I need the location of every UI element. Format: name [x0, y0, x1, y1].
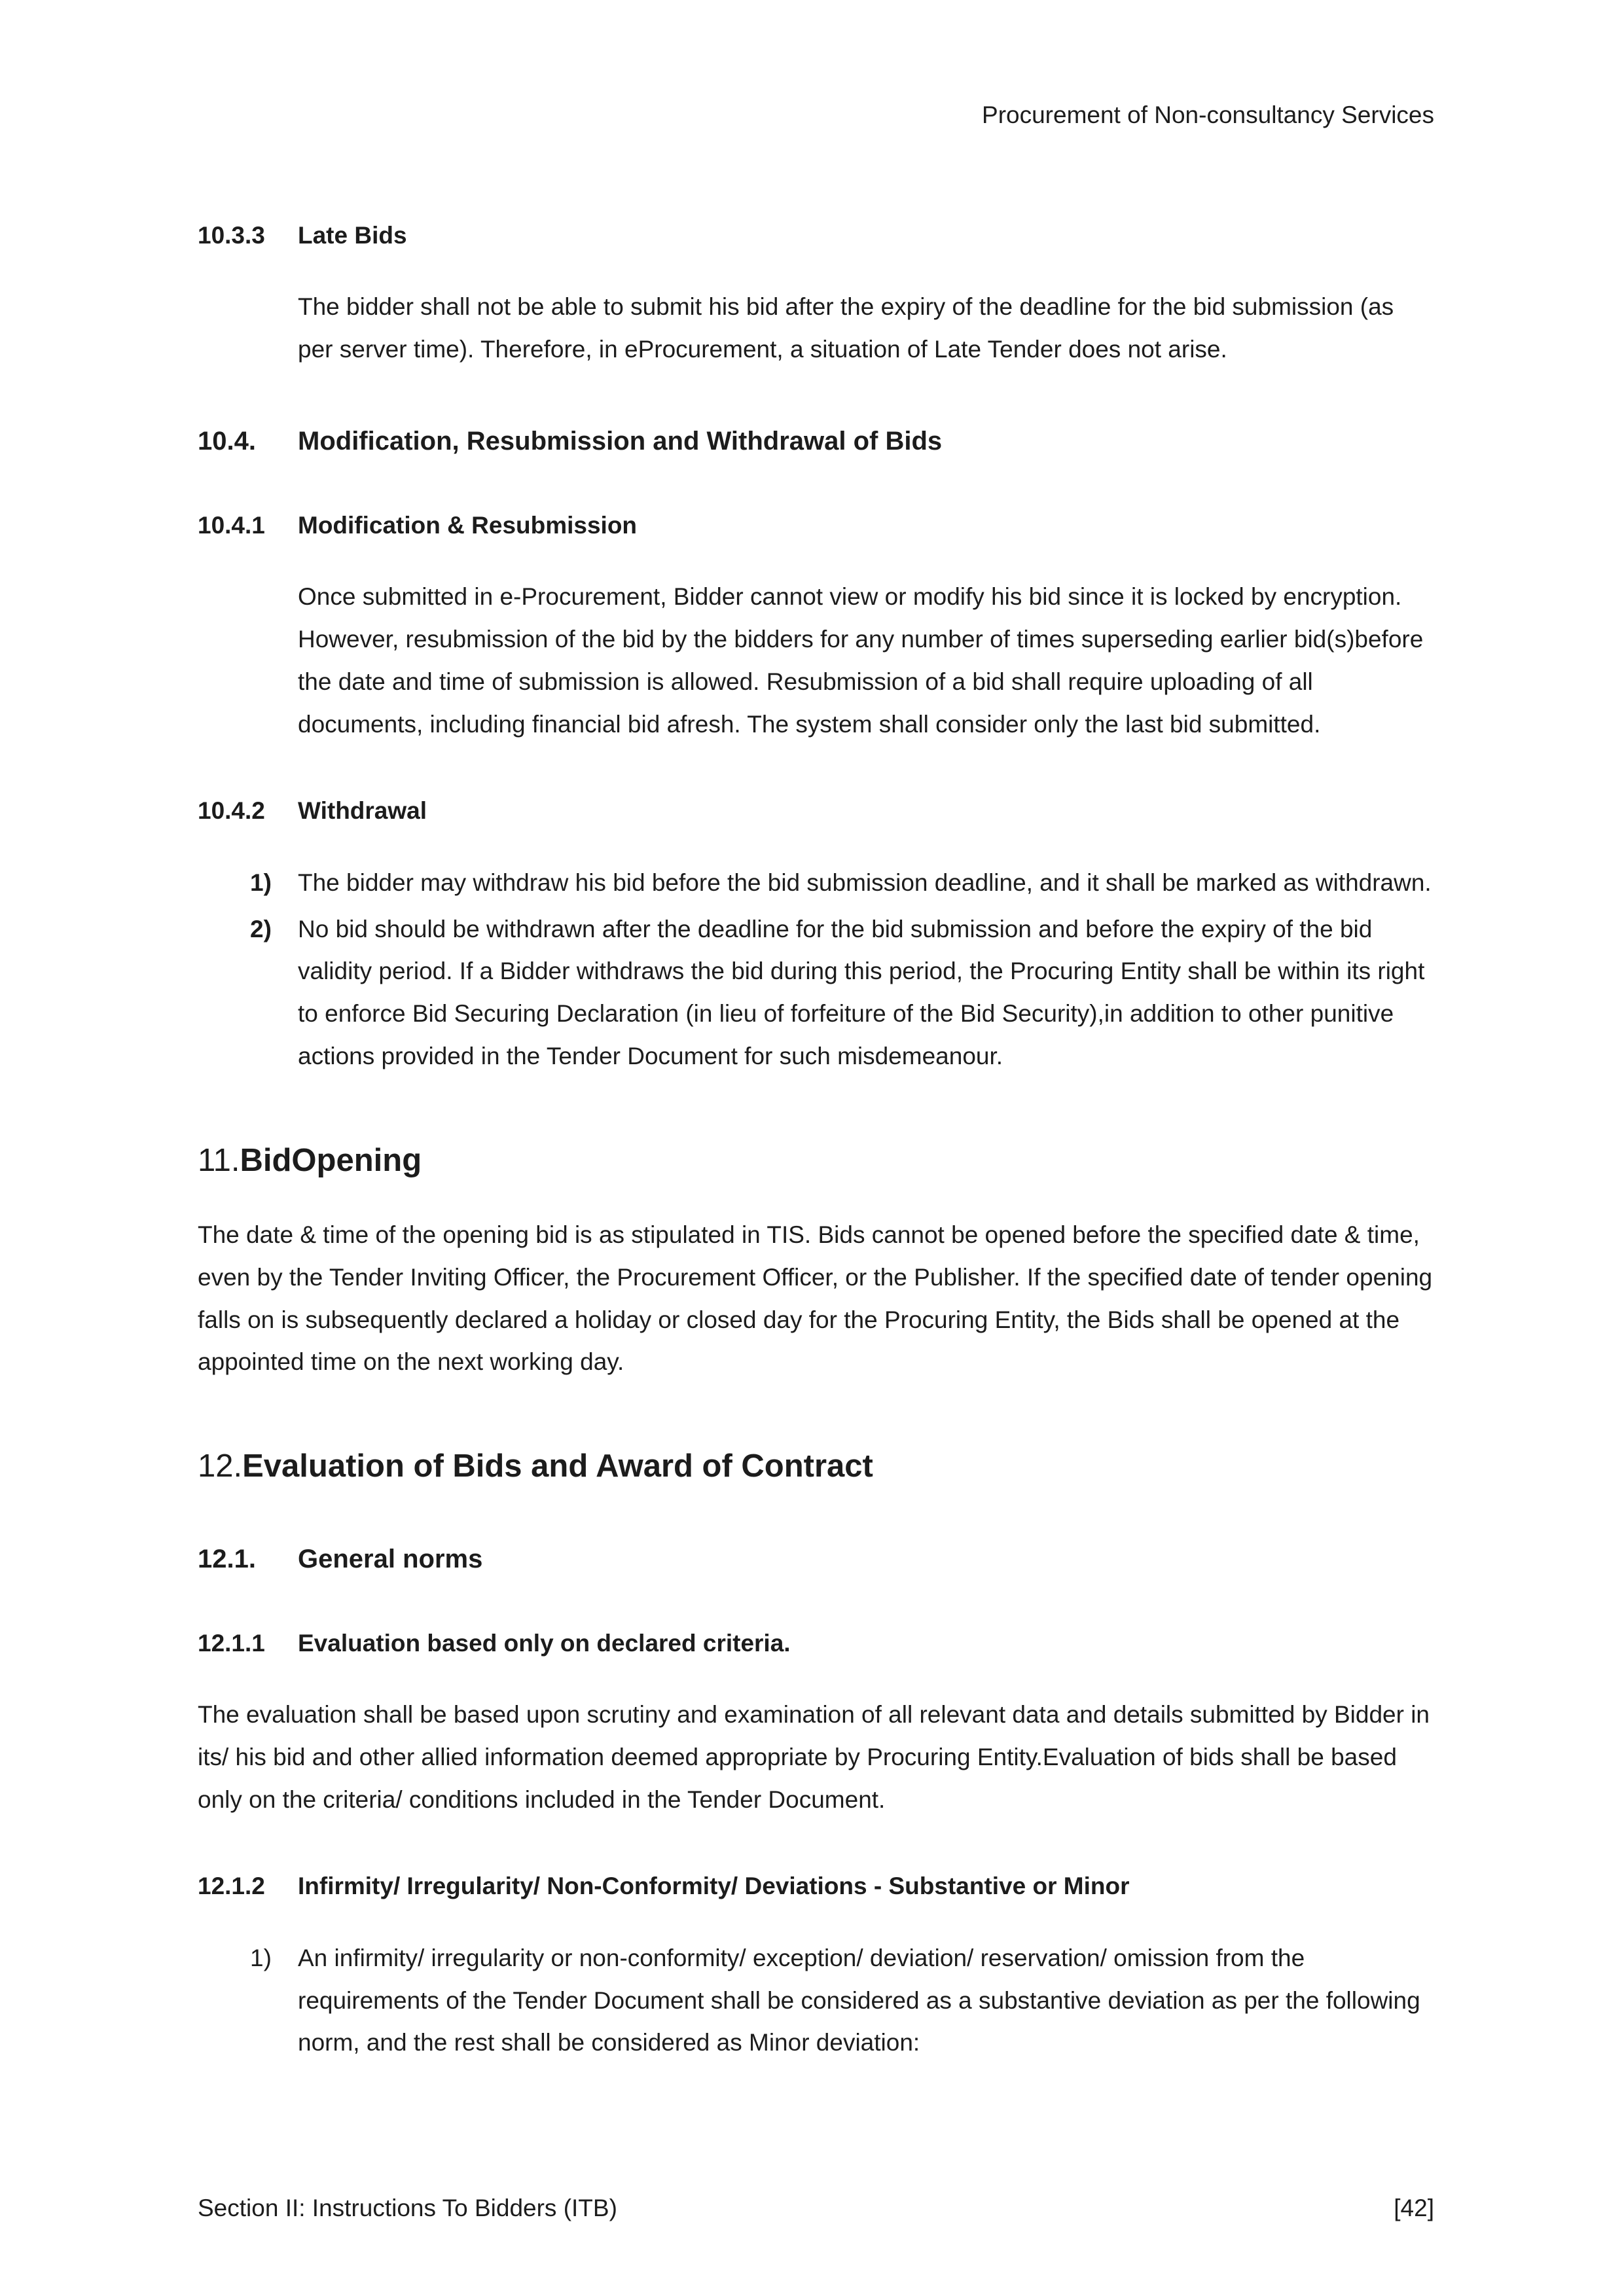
section-number: 12.1.1	[198, 1629, 265, 1657]
section-heading-12-1-1	[198, 1625, 1434, 1662]
list-item	[250, 908, 1434, 1078]
page-footer	[198, 2191, 1434, 2225]
paragraph-late-bids: The bidder shall not be able to submit his bid after the expiry of the deadline for the bid submission (as per server time). Therefore, in eProcurement, a situation of Late Tender does not arise.	[298, 293, 1394, 363]
section-heading-10-3-3	[198, 217, 1434, 254]
paragraph-bid-opening: The date & time of the opening bid is as stipulated in TIS. Bids cannot be opened before the specified date & time, even by the Tender Inviting Officer, the Procurement Officer, or the Publisher. If the specified date of tender opening falls on is subsequently declared a holiday or closed day for the Procuring Entity, the Bids shall be opened at the appointed time on the next working day.	[198, 1221, 1433, 1376]
section-number: 10.3.3	[198, 221, 265, 249]
section-title: Infirmity/ Irregularity/ Non-Conformity/ Deviations - Substantive or Minor	[298, 1873, 1130, 1900]
page-content	[198, 98, 1434, 2098]
withdrawal-list	[250, 862, 1434, 1078]
footer-section-label: Section II: Instructions To Bidders (ITB)	[198, 2195, 617, 2222]
section-heading-12-1	[198, 1540, 1434, 1578]
list-item-text: An infirmity/ irregularity or non-conformity/ exception/ deviation/ reservation/ omission from the requirements of the Tender Document shall be considered as a substantive deviation as per the following norm, and the rest shall be considered as Minor deviation:	[298, 1944, 1420, 2056]
paragraph-evaluation: The evaluation shall be based upon scrutiny and examination of all relevant data and details submitted by Bidder in its/ his bid and other allied information deemed appropriate by Procuring Entity.Evaluation of bids shall be based only on the criteria/ conditions included in the Tender Document.	[198, 1701, 1430, 1813]
section-title: Evaluation based only on declared criteria.	[298, 1629, 791, 1657]
section-title: BidOpening	[240, 1142, 422, 1178]
section-heading-10-4	[198, 422, 1434, 460]
section-title: General norms	[298, 1544, 483, 1573]
section-title: Evaluation of Bids and Award of Contract	[242, 1448, 873, 1484]
section-number: 12.1.2	[198, 1873, 265, 1900]
section-heading-12-1-2	[198, 1868, 1434, 1905]
section-title: Late Bids	[298, 221, 407, 249]
section-heading-10-4-2	[198, 793, 1434, 829]
paragraph-modification: Once submitted in e-Procurement, Bidder cannot view or modify his bid since it is locked by encryption. However, resubmission of the bid by the bidders for any number of times superseding earlier bid(s)before the date and time of submission is allowed. Resubmission of a bid shall require uploading of all documents, including financial bid afresh. The system shall consider only the last bid submitted.	[298, 583, 1424, 738]
section-heading-12	[198, 1444, 1434, 1489]
list-item	[250, 1937, 1434, 2064]
footer-page-number: [42]	[1394, 2195, 1434, 2222]
list-item-text: The bidder may withdraw his bid before the bid submission deadline, and it shall be marked as withdrawn.	[298, 869, 1432, 896]
section-heading-11	[198, 1138, 1434, 1183]
section-title: Modification, Resubmission and Withdrawal of Bids	[298, 426, 943, 456]
list-item-text: No bid should be withdrawn after the deadline for the bid submission and before the expiry of the bid validity period. If a Bidder withdraws the bid during this period, the Procuring Entity shall be within its right to enforce Bid Securing Declaration (in lieu of forfeiture of the Bid Security),in addition to other punitive actions provided in the Tender Document for such misdemeanour.	[298, 915, 1425, 1069]
list-item-number: 1)	[250, 869, 272, 896]
list-item	[250, 862, 1434, 905]
section-number: 11.	[198, 1142, 240, 1178]
section-title: Withdrawal	[298, 797, 427, 825]
infirmity-list	[250, 1937, 1434, 2064]
list-item-number: 1)	[250, 1944, 272, 1971]
section-number: 10.4.1	[198, 511, 265, 539]
section-number: 12.1.	[198, 1544, 256, 1573]
section-title: Modification & Resubmission	[298, 511, 638, 539]
section-number: 12.	[198, 1448, 243, 1484]
section-heading-10-4-1	[198, 507, 1434, 544]
page-header-title: Procurement of Non-consultancy Services	[982, 101, 1434, 128]
section-number: 10.4.	[198, 426, 256, 456]
section-number: 10.4.2	[198, 797, 265, 825]
list-item-number: 2)	[250, 915, 272, 942]
